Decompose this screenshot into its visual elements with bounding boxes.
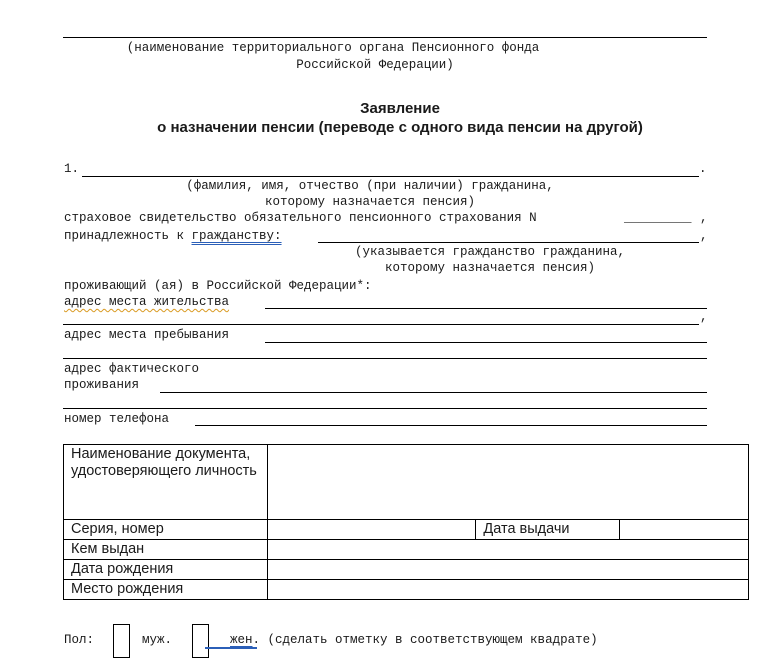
snils-label: страховое свидетельство обязательного пенсионного страхования N [64, 211, 537, 225]
series-label: Серия, номер [64, 520, 268, 540]
snils-field[interactable]: _________ [624, 211, 692, 225]
snils-comma: , [700, 211, 708, 225]
residing-label: проживающий (ая) в Российской Федерации*: [64, 279, 372, 293]
stay-address-field-2[interactable] [63, 358, 707, 359]
gender-female-label [230, 633, 598, 648]
citizenship-caption: (указывается гражданство гражданина, [354, 245, 626, 259]
phone-label: номер телефона [64, 412, 170, 426]
gender-male-checkbox[interactable] [113, 624, 130, 658]
gender-label: Пол: [64, 633, 95, 647]
birth-date-value[interactable] [267, 560, 748, 580]
gender-male-label: муж. [142, 633, 173, 647]
id-document-table [63, 444, 749, 600]
org-name-field[interactable] [63, 37, 707, 38]
issue-date-value[interactable] [620, 520, 749, 540]
issued-by-label: Кем выдан [64, 540, 268, 560]
series-value[interactable] [267, 520, 476, 540]
residence-address-label: адрес места жительства [64, 295, 230, 309]
citizenship-word: гражданству: [191, 229, 282, 243]
full-name-caption-2: которому назначается пенсия) [264, 195, 476, 209]
issue-date-label: Дата выдачи [476, 520, 620, 540]
full-name-caption: (фамилия, имя, отчество (при наличии) гражданина, [186, 179, 554, 193]
full-name-field[interactable] [82, 176, 699, 177]
doc-name-value[interactable] [267, 445, 748, 520]
citizenship-prefix: принадлежность к [64, 229, 192, 243]
doc-name-label: Наименование документа, удостоверяющего личность [64, 445, 268, 520]
actual-address-label: адрес фактического [64, 362, 200, 376]
actual-address-label-2: проживания [64, 378, 140, 392]
gender-female-word: жен [230, 633, 253, 647]
full-name-period: . [699, 162, 707, 176]
birth-date-label: Дата рождения [64, 560, 268, 580]
issued-by-value[interactable] [267, 540, 748, 560]
org-name-caption-2: Российской Федерации) [296, 58, 454, 72]
document-subtitle: о назначении пенсии (переводе с одного вида пенсии на другой) [157, 119, 643, 136]
birth-place-value[interactable] [267, 580, 748, 600]
phone-field[interactable] [195, 425, 707, 426]
residence-comma: , [700, 310, 708, 324]
citizenship-caption-2: которому назначается пенсия) [384, 261, 596, 275]
citizenship-label [64, 229, 282, 244]
actual-address-field-2[interactable] [63, 408, 707, 409]
gender-instruction: . (сделать отметку в соответствующем квадрате) [252, 633, 598, 647]
residence-address-field[interactable] [265, 308, 707, 309]
section-number: 1. [64, 162, 80, 176]
citizenship-field[interactable] [318, 242, 699, 243]
actual-address-field[interactable] [160, 392, 707, 393]
residence-address-field-2[interactable] [63, 324, 699, 325]
birth-place-label: Место рождения [64, 580, 268, 600]
document-title: Заявление [360, 100, 440, 117]
gender-female-checkbox[interactable] [192, 624, 209, 658]
org-name-caption: (наименование территориального органа Пенсионного фонда [126, 41, 540, 55]
stay-address-field[interactable] [265, 342, 707, 343]
citizenship-comma: , [700, 229, 708, 243]
stay-address-label: адрес места пребывания [64, 328, 230, 342]
